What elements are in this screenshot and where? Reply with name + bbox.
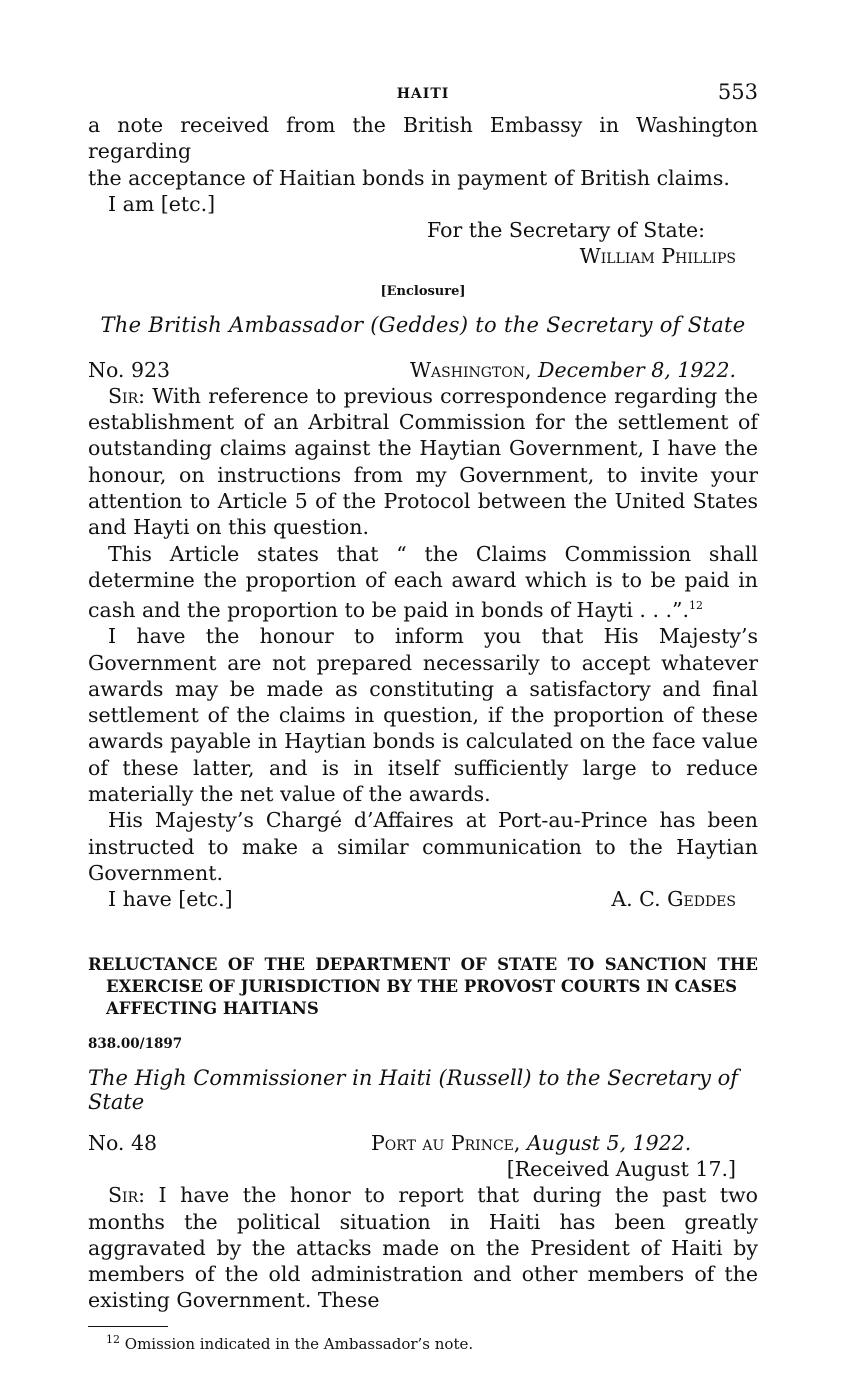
enclosure-label: [Enclosure] <box>380 283 466 299</box>
footnote-text: Omission indicated in the Ambassador’s note. <box>124 1334 474 1353</box>
page <box>88 78 758 1353</box>
paragraph-text: With reference to previous correspondence regarding the establishment of an Arbitral Commission for the settlement of outstanding claims against the Haytian Government, I have the honour, on instructions from my Government, to invite your attention to Article 5 of the Protocol between the United States and Hayti on this question. <box>88 383 758 540</box>
place-date <box>371 1130 691 1156</box>
intro-line: a note received from the British Embassy in Washington regarding <box>88 113 758 164</box>
date: December 8, 1922. <box>538 357 736 382</box>
letter-heading: The British Ambassador (Geddes) to the Secretary of State <box>100 312 746 337</box>
dateline <box>88 357 758 383</box>
file-number: 838.00/1897 <box>88 1036 183 1053</box>
paragraph-text: I have the honour to inform you that His Majesty’s Government are not prepared necessarily to accept whatever awards may be made as constituting a satisfactory and final settlement of the claims in question, if the proportion of these awards payable in Haytian bonds is calculated on the face value of these latter, and is in itself sufficiently large to reduce materially the net value of the awards. <box>88 624 758 807</box>
paragraph <box>88 541 758 624</box>
footnote-rule <box>88 1326 168 1327</box>
closing <box>88 886 758 912</box>
footnote <box>88 1333 758 1353</box>
letter-number: No. 48 <box>88 1131 158 1156</box>
intro-line: the acceptance of Haitian bonds in payment of British claims. <box>88 165 730 190</box>
place: Washington, <box>409 357 532 382</box>
section-title <box>88 954 758 1020</box>
letter-heading: The High Commissioner in Haiti (Russell) to the Secretary of State <box>88 1066 739 1115</box>
section-title-line: RELUCTANCE OF THE DEPARTMENT OF STATE TO SANCTION THE <box>88 955 758 975</box>
signature-line: For the Secretary of State: <box>427 218 706 243</box>
page-header <box>88 78 758 112</box>
letter-number: No. 923 <box>88 357 171 382</box>
footnote-number: 12 <box>106 1332 120 1346</box>
signer: A. C. Geddes <box>611 887 736 912</box>
paragraph <box>88 1182 758 1313</box>
paragraph-text: This Article states that “ the Claims Commission shall determine the proportion of each award which is to be paid in cash and the proportion to be paid in bonds of Hayti . . .”. <box>88 541 758 622</box>
received-note: [Received August 17.] <box>506 1157 736 1182</box>
paragraph-text: I have the honor to report that during the past two months the political situation in Haiti has been greatly aggravated by the attacks made on the President of Haiti by members of the old administration and other members of the existing Government. These <box>88 1183 758 1313</box>
date: August 5, 1922. <box>526 1131 692 1156</box>
salutation: Sir: <box>108 383 146 408</box>
section-title-line: EXERCISE OF JURISDICTION BY THE PROVOST COURTS IN CASES <box>106 977 738 997</box>
running-title: HAITI <box>396 86 450 102</box>
paragraph-text: His Majesty’s Chargé d’Affaires at Port-au-Prince has been instructed to make a similar communication to the Haytian Government. <box>88 808 758 885</box>
salutation: Sir: <box>108 1183 146 1208</box>
paragraph <box>88 383 758 541</box>
paragraph <box>88 623 758 807</box>
closing-line: I have [etc.] <box>108 887 233 912</box>
place-date <box>410 357 758 383</box>
page-number: 553 <box>717 80 758 104</box>
closing-line: I am [etc.] <box>108 191 216 216</box>
signature-name: William Phillips <box>579 244 736 269</box>
paragraph <box>88 807 758 886</box>
footnote-ref: 12 <box>689 599 704 613</box>
dateline <box>88 1130 758 1182</box>
section-title-line: AFFECTING HAITIANS <box>106 999 319 1019</box>
place: Port au Prince, <box>371 1131 521 1156</box>
